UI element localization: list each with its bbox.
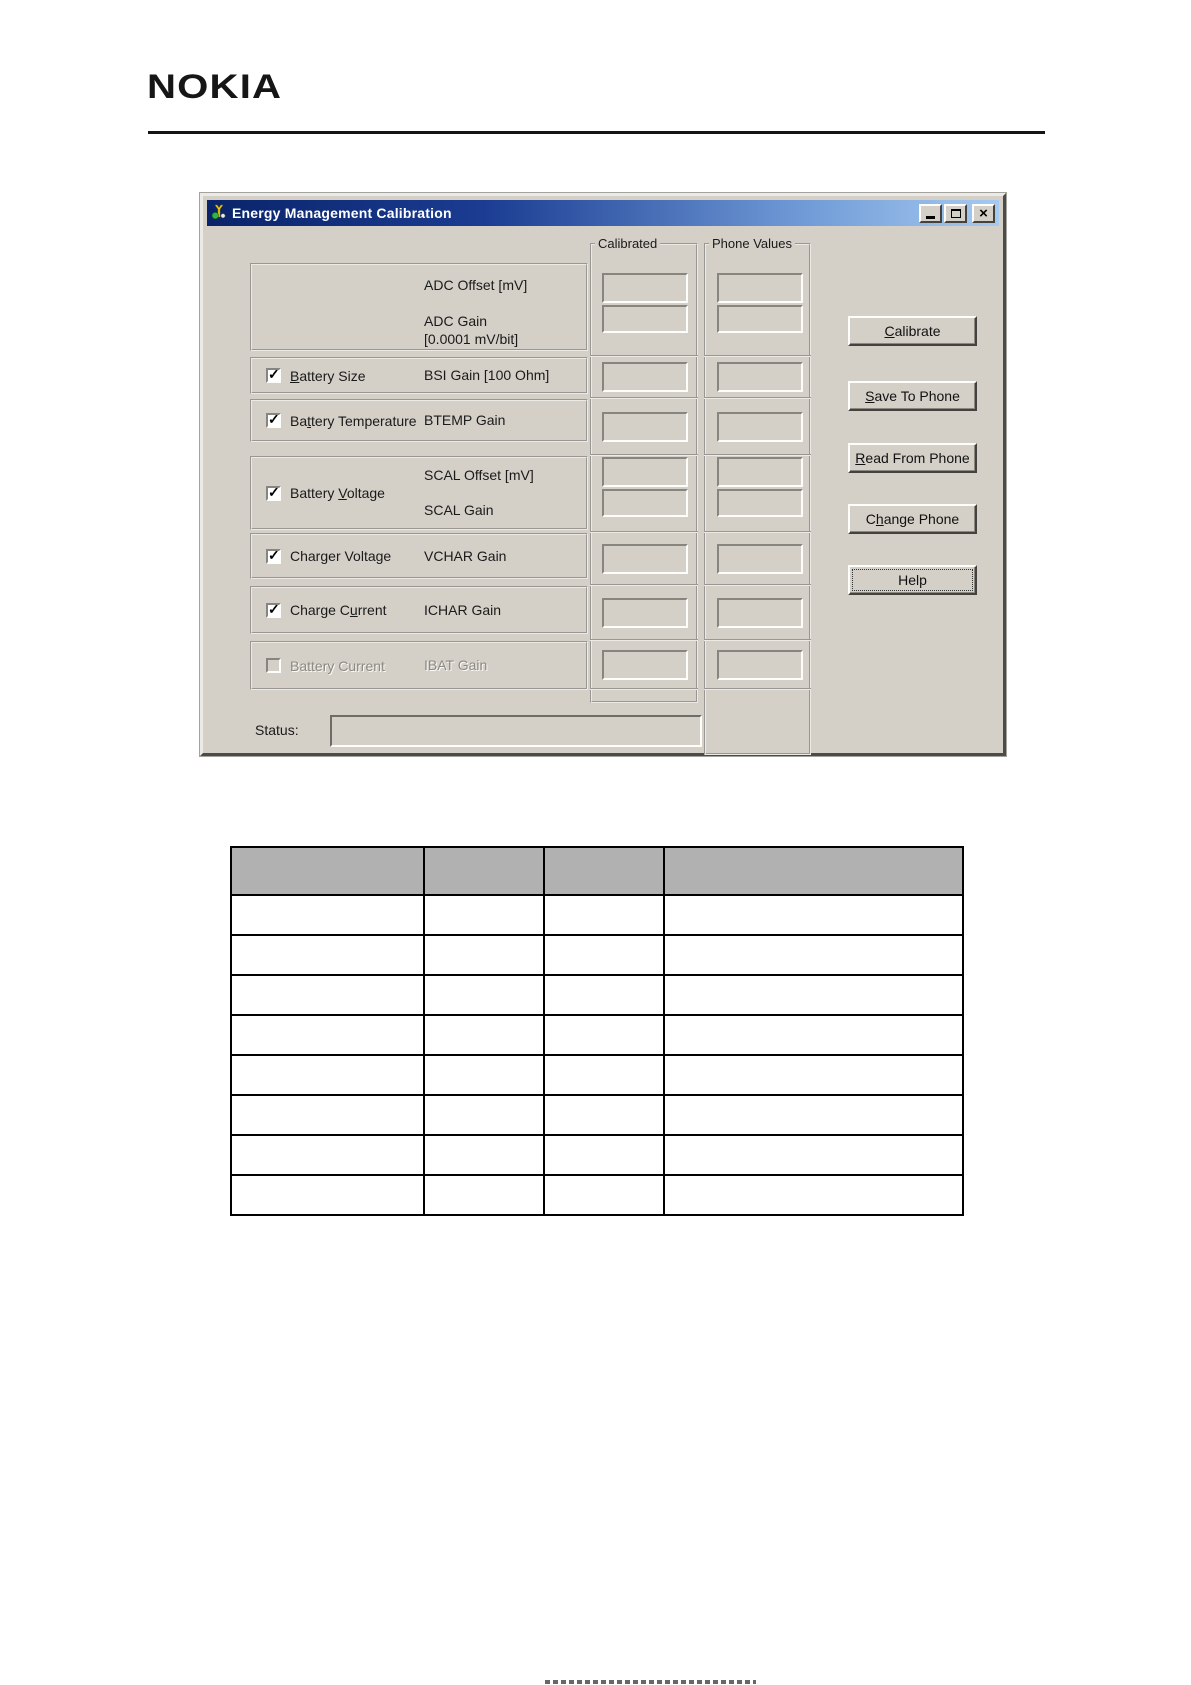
table-row xyxy=(231,1015,963,1055)
table-cell xyxy=(544,975,664,1015)
table-cell xyxy=(231,1055,424,1095)
checkbox-label-charge-current: Charge Current xyxy=(290,602,387,618)
param-row-battery-size xyxy=(250,357,820,399)
maximize-button[interactable] xyxy=(944,204,967,223)
table-cell xyxy=(231,1095,424,1135)
param-labels xyxy=(424,411,586,430)
table-cell xyxy=(664,935,963,975)
checkbox-area xyxy=(252,658,424,674)
checkbox-area xyxy=(252,368,424,384)
empty-data-table xyxy=(230,846,964,1216)
table-cell xyxy=(664,1175,963,1215)
table-cell xyxy=(231,1015,424,1055)
param-label-btemp-gain: BTEMP Gain xyxy=(424,412,506,429)
phone-cell-battery-current xyxy=(704,641,811,690)
table-row xyxy=(231,975,963,1015)
table-cell xyxy=(424,935,544,975)
row-frame-battery-size xyxy=(250,357,588,394)
dialog-titlebar xyxy=(207,200,999,226)
param-labels xyxy=(424,547,586,566)
save-to-phone-button[interactable]: Save To Phone xyxy=(848,381,977,411)
calibrated-cell-adc-offset xyxy=(590,263,698,357)
param-label-vchar-gain: VCHAR Gain xyxy=(424,547,507,564)
calibrate-button[interactable]: Calibrate xyxy=(848,316,977,346)
minimize-button[interactable] xyxy=(919,204,942,223)
table-cell xyxy=(231,1135,424,1175)
table-cell xyxy=(544,1055,664,1095)
calibrated-field-btemp-gain[interactable] xyxy=(602,412,688,442)
minimize-icon xyxy=(926,216,935,219)
phone-cell-battery-size xyxy=(704,357,811,399)
status-label: Status: xyxy=(255,722,299,738)
param-label-scal-gain: SCAL Gain xyxy=(424,502,494,518)
table-row xyxy=(231,1135,963,1175)
table-cell xyxy=(544,895,664,935)
checkbox-area xyxy=(252,485,424,501)
calibrated-cell-battery-size xyxy=(590,357,698,399)
table-row xyxy=(231,1055,963,1095)
dialog-title: Energy Management Calibration xyxy=(232,205,452,221)
table-cell xyxy=(424,1055,544,1095)
close-icon: × xyxy=(979,204,988,222)
table-cell xyxy=(664,1135,963,1175)
calibrated-field-vchar-gain[interactable] xyxy=(602,544,688,574)
param-label-ichar-gain: ICHAR Gain xyxy=(424,601,502,618)
phone-field-ibat-gain xyxy=(717,650,803,680)
param-row-charger-voltage xyxy=(250,533,820,586)
param-row-battery-temperature xyxy=(250,399,820,456)
table-row xyxy=(231,895,963,935)
table-cell xyxy=(664,975,963,1015)
checkbox-charger-voltage[interactable] xyxy=(266,549,281,564)
table-cell xyxy=(544,1015,664,1055)
calibrated-cell-battery-current xyxy=(590,641,698,690)
table-header-cell xyxy=(544,847,664,895)
param-label-adc-offset: ADC Offset [mV] xyxy=(424,276,528,293)
table-cell xyxy=(664,1095,963,1135)
table-cell xyxy=(544,1095,664,1135)
calibrated-field-ichar-gain[interactable] xyxy=(602,598,688,628)
table-cell xyxy=(664,1055,963,1095)
param-labels xyxy=(424,466,586,520)
phone-values-group-label: Phone Values xyxy=(709,236,795,251)
row-frame-battery-temperature xyxy=(250,399,588,442)
param-row-battery-voltage xyxy=(250,456,820,533)
param-label-adc-gain: ADC Gain [0.0001 mV/bit] xyxy=(424,312,519,348)
phone-field-scal-gain[interactable] xyxy=(717,489,803,517)
checkbox-label-battery-current: Battery Current xyxy=(290,657,385,674)
checkbox-area xyxy=(252,602,424,618)
table-cell xyxy=(231,1175,424,1215)
calibrated-field-bsi-gain[interactable] xyxy=(602,362,688,392)
phone-cell-battery-voltage xyxy=(704,456,811,533)
param-labels xyxy=(424,601,586,620)
nokia-logo: NOKIA xyxy=(147,68,283,106)
close-button[interactable] xyxy=(972,204,995,223)
checkbox-label-battery-voltage: Battery Voltage xyxy=(290,485,385,501)
table-cell xyxy=(424,1135,544,1175)
table-cell xyxy=(544,1175,664,1215)
table-cell xyxy=(231,895,424,935)
phone-field-adc-gain[interactable] xyxy=(717,305,803,333)
table-cell xyxy=(424,1175,544,1215)
checkbox-area xyxy=(252,413,424,429)
phone-field-vchar-gain[interactable] xyxy=(717,544,803,574)
phone-field-adc-offset[interactable] xyxy=(717,273,803,303)
table-header-row xyxy=(231,847,963,895)
calibrated-cell-charge-current xyxy=(590,586,698,641)
param-label-ibat-gain: IBAT Gain xyxy=(424,657,488,674)
status-field xyxy=(330,715,702,747)
phone-field-btemp-gain[interactable] xyxy=(717,412,803,442)
table-cell xyxy=(424,1095,544,1135)
table-cell xyxy=(231,935,424,975)
param-labels xyxy=(424,265,586,350)
table-cell xyxy=(544,1135,664,1175)
checkbox-battery-current xyxy=(266,658,281,673)
param-row-adc-offset xyxy=(250,263,820,357)
read-from-phone-button[interactable]: Read From Phone xyxy=(848,443,977,473)
checkbox-label-charger-voltage: Charger Voltage xyxy=(290,548,392,564)
param-labels xyxy=(424,366,586,385)
phone-cell-charger-voltage xyxy=(704,533,811,586)
calibrated-field-adc-offset[interactable] xyxy=(602,273,688,303)
checkbox-battery-temperature[interactable] xyxy=(266,413,281,428)
table-cell xyxy=(544,935,664,975)
checkbox-charge-current[interactable] xyxy=(266,603,281,618)
param-labels xyxy=(424,656,586,675)
table-header-cell xyxy=(231,847,424,895)
phone-field-ichar-gain[interactable] xyxy=(717,598,803,628)
table-row xyxy=(231,1175,963,1215)
param-row-battery-current xyxy=(250,641,820,690)
checkbox-battery-voltage[interactable] xyxy=(266,486,281,501)
checkbox-area xyxy=(252,548,424,564)
table-cell xyxy=(424,895,544,935)
row-frame-battery-voltage xyxy=(250,456,588,530)
calibrated-group-label: Calibrated xyxy=(595,236,660,251)
row-frame-charger-voltage xyxy=(250,533,588,579)
phone-cell-charge-current xyxy=(704,586,811,641)
checkbox-label-battery-temperature: Battery Temperature xyxy=(290,412,417,429)
help-button[interactable]: Help xyxy=(848,565,977,595)
calibrated-field-scal-gain[interactable] xyxy=(602,489,688,517)
table-header-cell xyxy=(424,847,544,895)
table-header-cell xyxy=(664,847,963,895)
param-label-bsi-gain: BSI Gain [100 Ohm] xyxy=(424,367,550,384)
table-cell xyxy=(424,975,544,1015)
maximize-icon xyxy=(951,209,961,218)
phone-field-scal-offset[interactable] xyxy=(717,457,803,487)
table-cell xyxy=(664,1015,963,1055)
param-row-charge-current xyxy=(250,586,820,641)
dialog-rows xyxy=(250,263,820,690)
change-phone-button[interactable]: Change Phone xyxy=(848,504,977,534)
footer-artifact xyxy=(545,1680,756,1684)
row-frame-adc-offset xyxy=(250,263,588,351)
checkbox-battery-size[interactable] xyxy=(266,368,281,383)
calibrated-cell-battery-voltage xyxy=(590,456,698,533)
table-cell xyxy=(664,895,963,935)
app-icon xyxy=(211,204,227,223)
phone-field-bsi-gain[interactable] xyxy=(717,362,803,392)
phone-cell-battery-temperature xyxy=(704,399,811,456)
header-rule xyxy=(148,131,1045,134)
calibrated-cell-battery-temperature xyxy=(590,399,698,456)
calibrated-field-ibat-gain xyxy=(602,650,688,680)
table-row xyxy=(231,935,963,975)
row-frame-battery-current xyxy=(250,641,588,690)
table-cell xyxy=(231,975,424,1015)
param-label-scal-offset: SCAL Offset [mV] xyxy=(424,467,534,484)
window-controls xyxy=(919,204,995,223)
phone-cell-adc-offset xyxy=(704,263,811,357)
dialog-window xyxy=(200,193,1006,756)
calibrated-field-scal-offset[interactable] xyxy=(602,457,688,487)
checkbox-label-battery-size: Battery Size xyxy=(290,367,366,384)
calibrated-field-adc-gain[interactable] xyxy=(602,305,688,333)
table-row xyxy=(231,1095,963,1135)
calibrated-cell-charger-voltage xyxy=(590,533,698,586)
table-cell xyxy=(424,1015,544,1055)
row-frame-charge-current xyxy=(250,586,588,634)
